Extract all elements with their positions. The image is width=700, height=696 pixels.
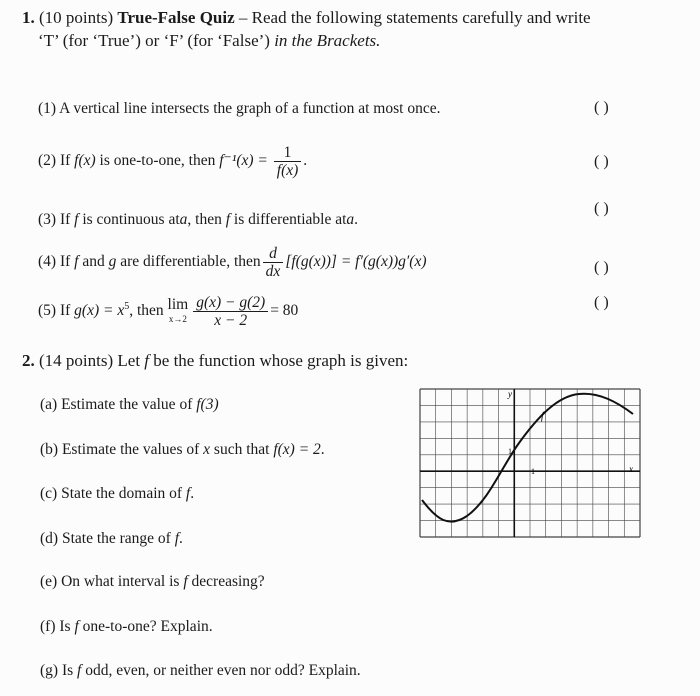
q1-instruction-line2 [38,30,380,52]
part-label: (f) [40,618,56,635]
item-label: (2) [38,152,57,170]
fraction [193,294,268,329]
answer-bracket-4[interactable]: ( ) [594,259,609,276]
q2-intro: be the function whose graph is given: [153,351,409,370]
part-label: (d) [40,530,59,547]
item-math: f [225,211,231,228]
fraction-numerator: g(x) − g(2) [193,294,268,312]
q2-part-d [40,530,183,548]
part-text: one-to-one? Explain. [82,618,213,635]
q2-part-a [40,396,219,414]
q2-intro: Let [117,351,141,370]
part-text: State the domain of [61,485,183,502]
q2-part-g [40,662,361,680]
graph-grid [420,389,640,537]
answer-bracket-2[interactable]: ( ) [594,153,609,170]
item-text: . [303,152,308,170]
part-text: odd, even, or neither even nor odd? Explain. [85,662,361,679]
q1-header [22,7,591,29]
q2-points: (14 points) [39,351,114,370]
q1-points: (10 points) [39,8,114,27]
q1-item-3 [38,211,358,229]
q1-item-1 [38,100,440,118]
part-math: f [185,485,191,502]
item-text: A vertical line intersects the graph of a function at most once. [59,100,441,117]
part-label: (e) [40,573,58,590]
item-text: is differentiable at [233,211,347,228]
item-text: , then [187,211,222,228]
part-text: On what interval is [61,573,180,590]
part-text: Is [61,662,74,679]
item-math: g [108,253,117,271]
part-label: (a) [40,396,58,413]
part-math: f [174,530,180,547]
item-math: = 80 [270,302,299,320]
part-math: f [77,662,82,679]
q2-part-b [40,441,325,459]
item-math: a [346,211,355,228]
item-label: (4) [38,253,57,271]
derivative-fraction [263,245,284,280]
q1-instruction-brackets: in the Brackets. [274,31,381,50]
part-label: (b) [40,441,59,458]
item-text: and [82,253,105,271]
part-text: . [320,441,325,458]
answer-bracket-3[interactable]: ( ) [594,200,609,217]
fraction-numerator: d [263,245,284,263]
item-math: f⁻¹(x) = [219,152,268,170]
q2-intro-math: f [144,351,150,370]
part-text: . [179,530,183,547]
y-axis-label: y [508,389,512,399]
part-math: f(3) [196,396,219,413]
item-text: are differentiable, then [120,253,261,271]
part-text: such that [213,441,270,458]
part-text: Estimate the value of [61,396,193,413]
item-text: is continuous at [82,211,180,228]
q1-item-5 [38,294,298,329]
limit-subscript: x→2 [168,313,187,324]
q1-number: 1. [22,8,35,27]
part-math: f [74,618,79,635]
q2-number: 2. [22,351,35,370]
item-text: . [354,211,359,228]
part-text: Estimate the values of [61,441,200,458]
item-text: If [59,211,71,228]
q1-item-4 [38,245,427,280]
item-label: (5) [38,302,57,320]
part-text: . [190,485,195,502]
q1-title: True-False Quiz [117,8,235,27]
item-math: g(x) = x [74,302,125,320]
q2-part-c [40,485,194,503]
fraction-numerator: 1 [274,144,302,162]
function-graph [419,388,641,538]
q1-item-2 [38,144,307,179]
part-label: (c) [40,485,58,502]
item-math: f [74,253,79,271]
part-math: f(x) = 2 [273,441,321,458]
part-math: f [183,573,188,590]
item-label: (1) [38,100,57,117]
item-math: a [179,211,188,228]
y-tick-label: 1 [508,447,512,456]
limit [167,295,189,326]
q2-header [22,350,408,372]
x-tick-label: 1 [531,467,535,476]
part-text: State the range of [61,530,171,547]
item-text: If [59,253,71,271]
item-label: (3) [38,211,57,228]
answer-bracket-5[interactable]: ( ) [594,294,609,311]
x-axis-label: x [629,464,633,474]
fraction [274,144,302,179]
q2-part-e [40,573,265,591]
part-text: Is [59,618,71,635]
item-text: If [59,302,71,320]
part-text: decreasing? [191,573,265,590]
item-math: [f(g(x))] = f′(g(x))g′(x) [285,253,427,271]
item-math: f [74,211,79,228]
q1-instruction: – Read the following statements carefully and write [238,8,591,27]
q1-instruction-tf: ‘T’ (for ‘True’) or ‘F’ (for ‘False’) [38,31,270,50]
part-label: (g) [40,662,59,679]
item-text: If [59,152,71,170]
answer-bracket-1[interactable]: ( ) [594,99,609,116]
q2-part-f [40,618,213,636]
function-curve [422,394,633,522]
fraction-denominator: dx [265,263,281,280]
item-text: is one-to-one, then [99,152,216,170]
limit-word: lim [167,295,189,313]
part-math: x [203,441,211,458]
item-math: f(x) [74,152,96,170]
fraction-denominator: x − 2 [214,312,248,329]
exponent: 5 [124,300,130,312]
fraction-denominator: f(x) [276,162,299,179]
item-text: , then [129,302,164,320]
curve-label: f [541,411,544,422]
